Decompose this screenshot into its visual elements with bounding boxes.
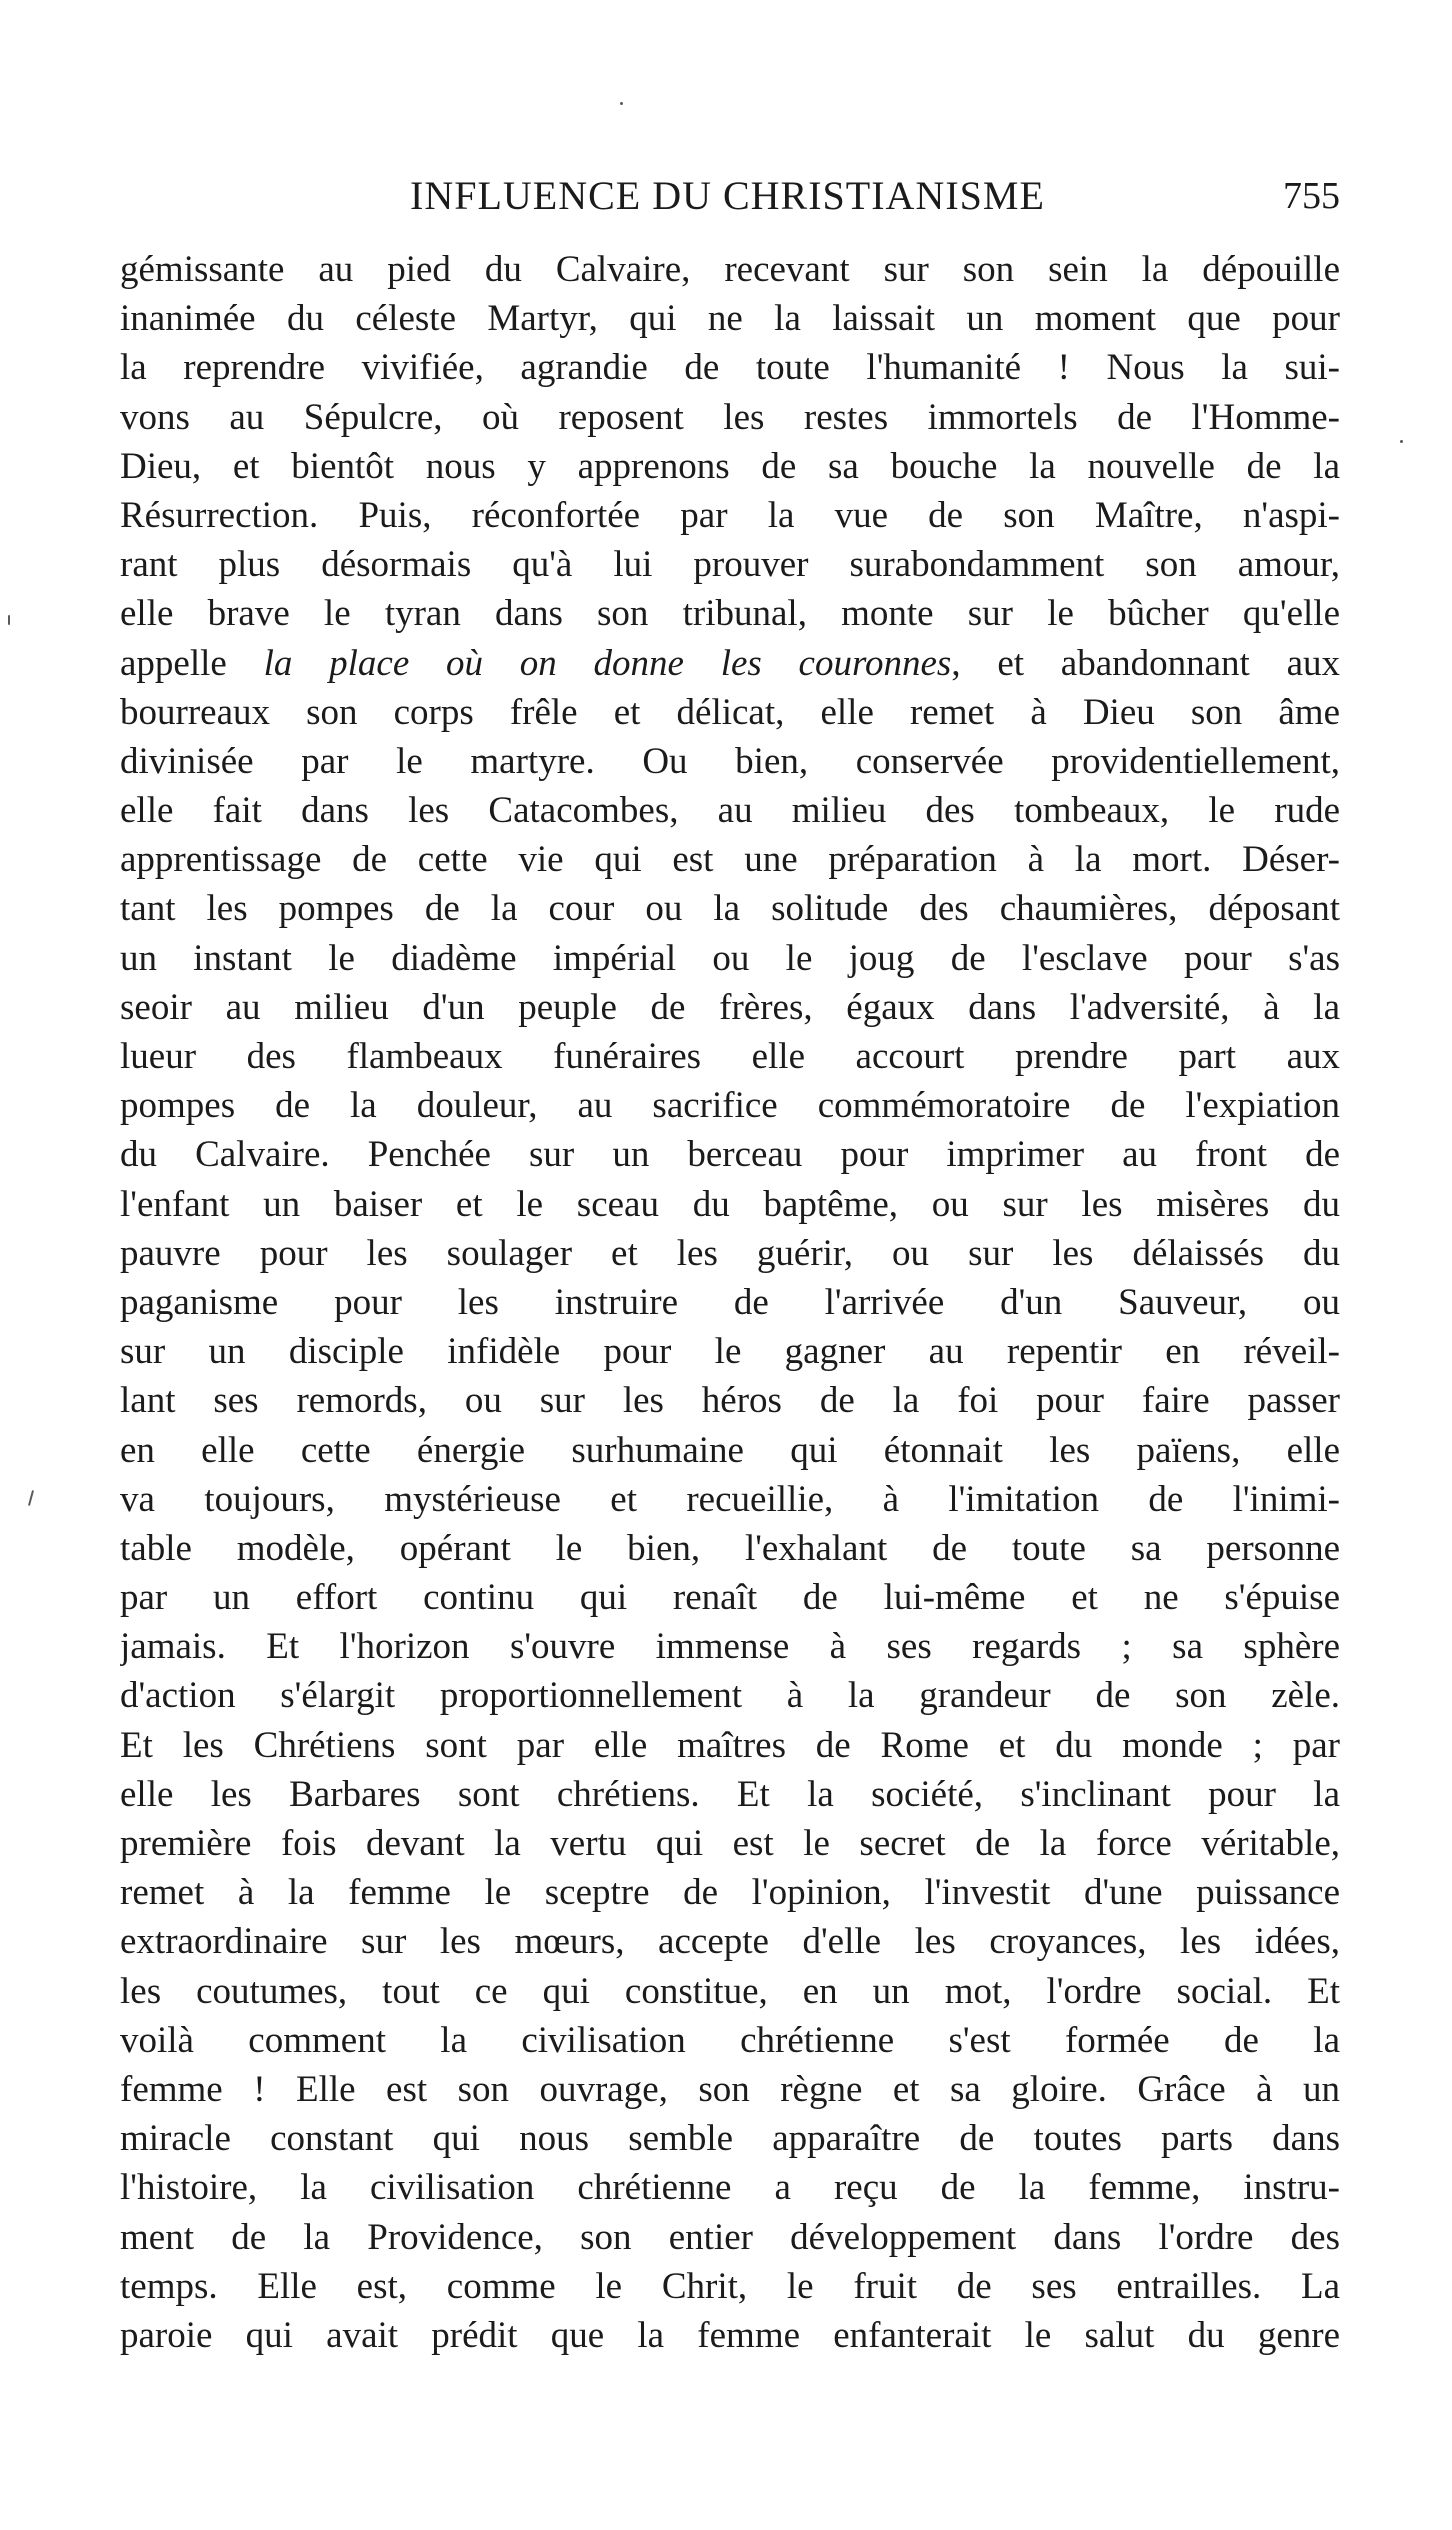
text-line: apprentissage de cette vie qui est une préparation à la mort. Déser- — [120, 839, 1340, 881]
text-line: extraordinaire sur les mœurs, accepte d'elle les croyances, les idées, — [120, 1921, 1340, 1963]
text-line: la reprendre vivifiée, agrandie de toute l'humanité ! Nous la sui- — [120, 347, 1340, 389]
text-line: rant plus désormais qu'à lui prouver surabondamment son amour, — [120, 544, 1340, 586]
text-line: en elle cette énergie surhumaine qui étonnait les païens, elle — [120, 1429, 1340, 1471]
scan-speck — [1400, 440, 1403, 443]
text-line: seoir au milieu d'un peuple de frères, égaux dans l'adversité, à la — [120, 986, 1340, 1028]
text-line: paganisme pour les instruire de l'arrivée d'un Sauveur, ou — [120, 1281, 1340, 1323]
text-line: va toujours, mystérieuse et recueillie, à l'imitation de l'inimi- — [120, 1478, 1340, 1520]
text-line: par un effort continu qui renaît de lui-même et ne s'épuise — [120, 1577, 1340, 1619]
line-segment: appelle — [120, 642, 264, 684]
text-line: l'enfant un baiser et le sceau du baptême, ou sur les misères du — [120, 1183, 1340, 1225]
text-line: miracle constant qui nous semble apparaître de toutes parts dans — [120, 2118, 1340, 2160]
text-line: Et les Chrétiens sont par elle maîtres de Rome et du monde ; par — [120, 1724, 1340, 1766]
text-line: du Calvaire. Penchée sur un berceau pour imprimer au front de — [120, 1134, 1340, 1176]
text-line: les coutumes, tout ce qui constitue, en un mot, l'ordre social. Et — [120, 1970, 1340, 2012]
text-line: bourreaux son corps frêle et délicat, elle remet à Dieu son âme — [120, 691, 1340, 733]
text-line: l'histoire, la civilisation chrétienne a reçu de la femme, instru- — [120, 2167, 1340, 2209]
text-line: Dieu, et bientôt nous y apprenons de sa bouche la nouvelle de la — [120, 445, 1340, 487]
scan-speck — [28, 1490, 34, 1506]
text-line: voilà comment la civilisation chrétienne s'est formée de la — [120, 2019, 1340, 2061]
body-text — [120, 245, 1340, 2360]
text-line: elle les Barbares sont chrétiens. Et la société, s'inclinant pour la — [120, 1773, 1340, 1815]
text-line: inanimée du céleste Martyr, qui ne la laissait un moment que pour — [120, 298, 1340, 340]
page-number: 755 — [1283, 175, 1340, 217]
text-line: jamais. Et l'horizon s'ouvre immense à ses regards ; sa sphère — [120, 1626, 1340, 1668]
scan-speck — [620, 102, 623, 105]
text-line: temps. Elle est, comme le Chrit, le fruit de ses entrailles. La — [120, 2265, 1340, 2307]
text-line: paroie qui avait prédit que la femme enfanterait le salut du genre — [120, 2314, 1340, 2356]
text-line: elle brave le tyran dans son tribunal, monte sur le bûcher qu'elle — [120, 593, 1340, 635]
text-line: table modèle, opérant le bien, l'exhalant de toute sa personne — [120, 1527, 1340, 1569]
text-line: pauvre pour les soulager et les guérir, ou sur les délaissés du — [120, 1232, 1340, 1274]
text-line: gémissante au pied du Calvaire, recevant sur son sein la dépouille — [120, 249, 1340, 290]
text-line: divinisée par le martyre. Ou bien, conservée providentiellement, — [120, 740, 1340, 782]
scan-speck — [8, 615, 10, 625]
line-segment: , et abandonnant aux — [951, 642, 1340, 684]
text-line: ment de la Providence, son entier développement dans l'ordre des — [120, 2216, 1340, 2258]
text-line: elle fait dans les Catacombes, au milieu des tombeaux, le rude — [120, 790, 1340, 832]
text-line: lueur des flambeaux funéraires elle accourt prendre part aux — [120, 1036, 1340, 1077]
text-line: remet à la femme le sceptre de l'opinion, l'investit d'une puissance — [120, 1872, 1340, 1914]
running-header — [120, 172, 1340, 222]
text-line: vons au Sépulcre, où reposent les restes immortels de l'Homme- — [120, 396, 1340, 438]
text-line: pompes de la douleur, au sacrifice commémoratoire de l'expiation — [120, 1085, 1340, 1127]
text-line: femme ! Elle est son ouvrage, son règne et sa gloire. Grâce à un — [120, 2068, 1340, 2110]
text-line-with-italic — [120, 639, 1340, 688]
text-line: lant ses remords, ou sur les héros de la foi pour faire passer — [120, 1380, 1340, 1422]
text-line: un instant le diadème impérial ou le joug de l'esclave pour s'as — [120, 937, 1340, 979]
text-line: tant les pompes de la cour ou la solitude des chaumières, déposant — [120, 888, 1340, 930]
running-title: INFLUENCE DU CHRISTIANISME — [410, 173, 1045, 218]
text-line: première fois devant la vertu qui est le secret de la force véritable, — [120, 1823, 1340, 1864]
text-line: sur un disciple infidèle pour le gagner au repentir en réveil- — [120, 1331, 1340, 1373]
text-line: d'action s'élargit proportionnellement à la grandeur de son zèle. — [120, 1675, 1340, 1717]
text-line: Résurrection. Puis, réconfortée par la vue de son Maître, n'aspi- — [120, 494, 1340, 536]
italic-quote: la place où on donne les couronnes — [263, 642, 952, 684]
